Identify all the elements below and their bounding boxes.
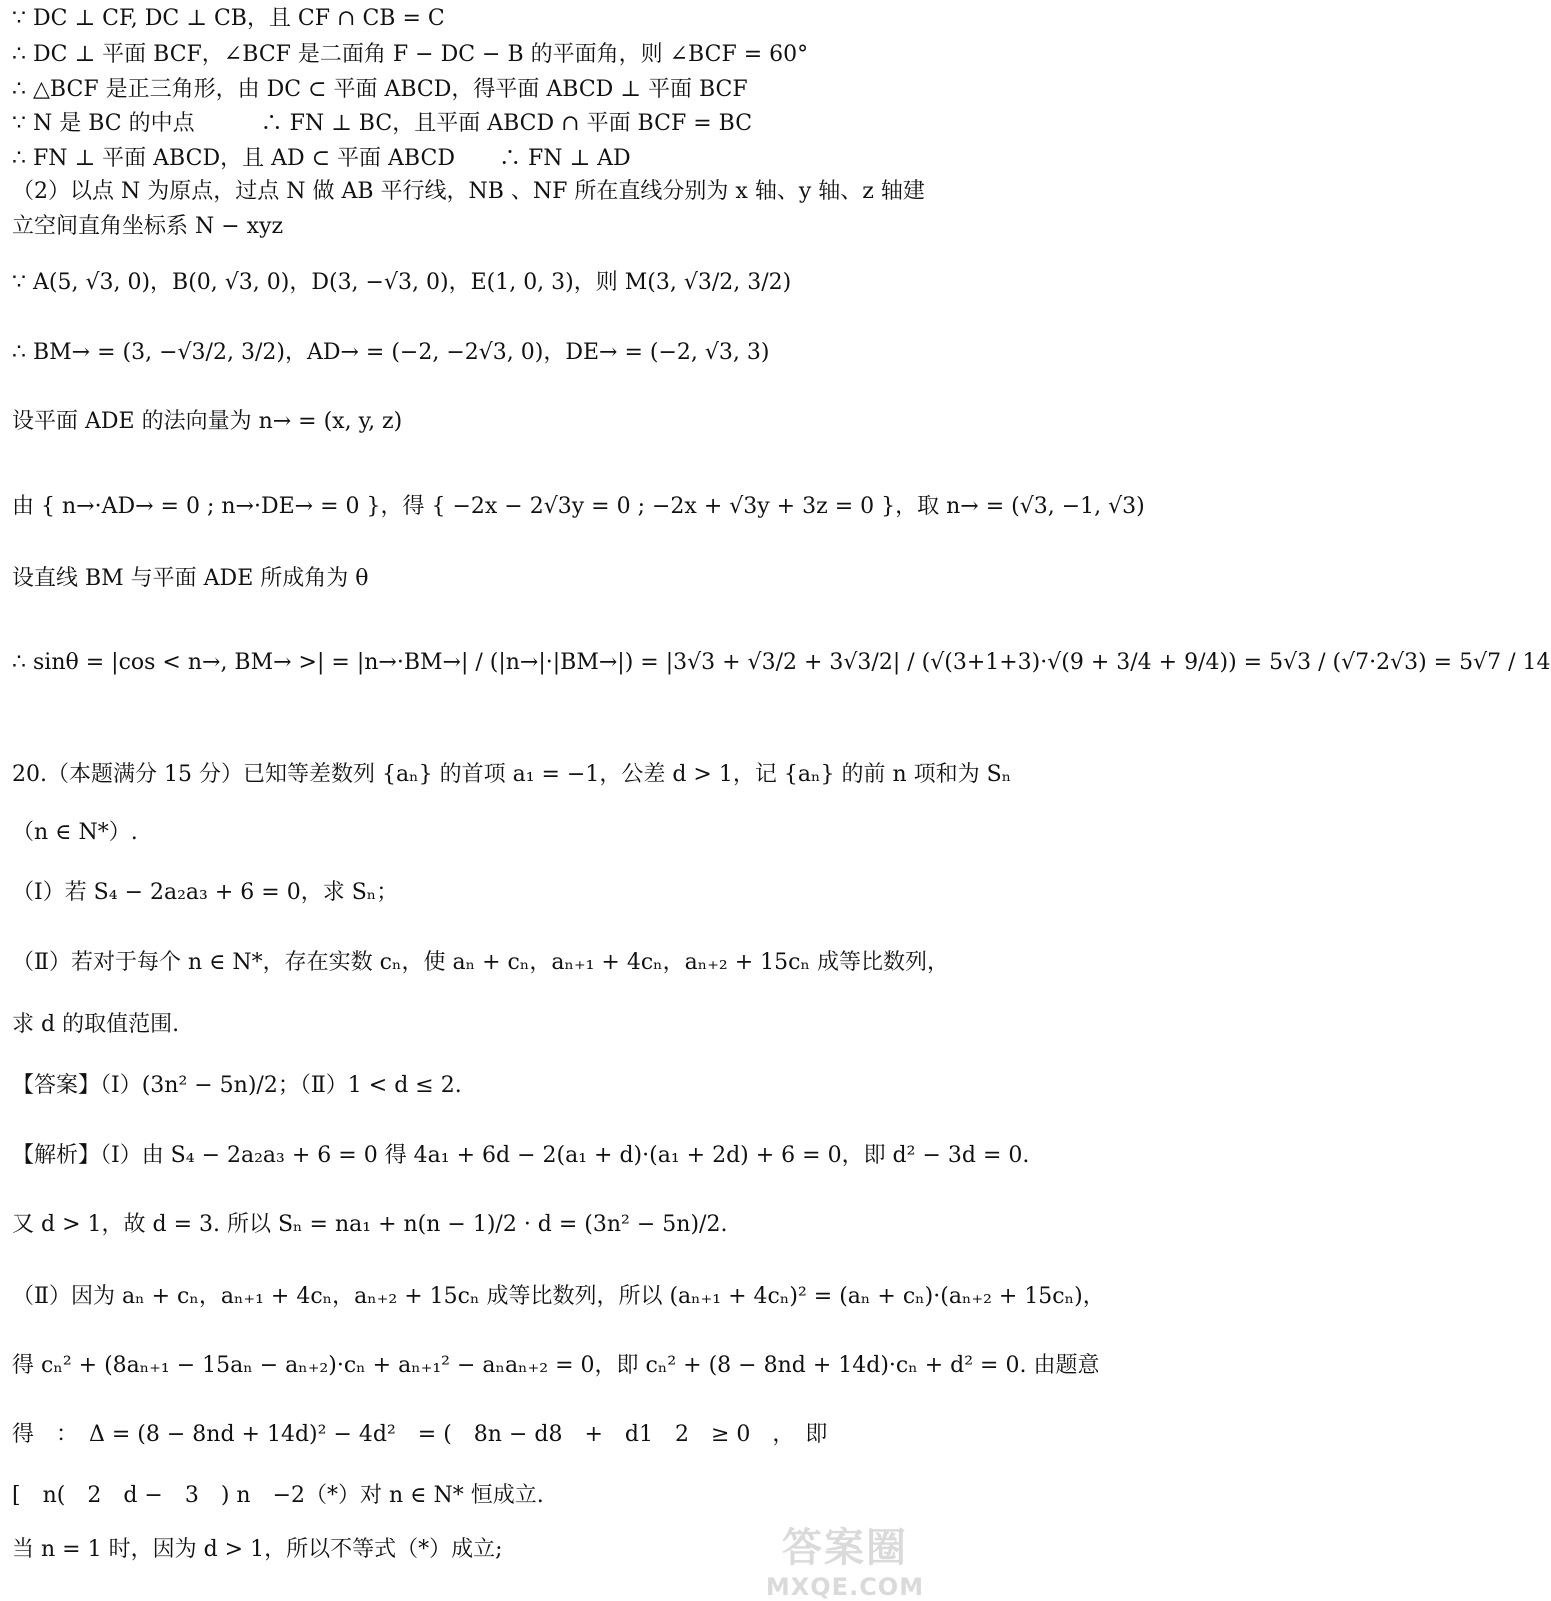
- text-line-15: （n ∈ N*）.: [12, 820, 138, 845]
- text-line-10: 设平面 ADE 的法向量为 n→ = (x, y, z): [12, 409, 403, 434]
- text-line-3: ∴ △BCF 是正三角形，由 DC ⊂ 平面 ABCD，得平面 ABCD ⊥ 平面 BCF: [12, 77, 748, 102]
- text-line-7: 立空间直角坐标系 N − xyz: [12, 214, 284, 239]
- text-line-9: ∴ BM→ = (3, −√3/2, 3/2)，AD→ = (−2, −2√3, 0)，DE→ = (−2, √3, 3): [12, 340, 770, 365]
- solution-line-1: 【解析】（Ⅰ）由 S₄ − 2a₂a₃ + 6 = 0 得 4a₁ + 6d − 2(a₁ + d)·(a₁ + 2d) + 6 = 0，即 d² − 3d = 0.: [12, 1143, 1030, 1168]
- text-line-14: 20.（本题满分 15 分）已知等差数列 {aₙ} 的首项 a₁ = −1，公差 d > 1，记 {aₙ} 的前 n 项和为 Sₙ: [12, 762, 1012, 787]
- text-line-12: 设直线 BM 与平面 ADE 所成角为 θ: [12, 566, 369, 591]
- answer-line: 【答案】（Ⅰ）(3n² − 5n)/2；（Ⅱ）1 < d ≤ 2.: [12, 1073, 462, 1098]
- text-line-18: 求 d 的取值范围.: [12, 1012, 180, 1037]
- text-line-6: （2）以点 N 为原点，过点 N 做 AB 平行线，NB 、NF 所在直线分别为 x 轴、y 轴、z 轴建: [12, 179, 925, 204]
- solution-line-2: 又 d > 1，故 d = 3. 所以 Sₙ = na₁ + n(n − 1)/2 · d = (3n² − 5n)/2.: [12, 1212, 728, 1237]
- text-line-17: （Ⅱ）若对于每个 n ∈ N*，存在实数 cₙ，使 aₙ + cₙ，aₙ₊₁ + 4cₙ，aₙ₊₂ + 15cₙ 成等比数列，: [12, 950, 949, 975]
- text-line-2: ∴ DC ⊥ 平面 BCF，∠BCF 是二面角 F − DC − B 的平面角，则 ∠BCF = 60°: [12, 42, 809, 67]
- text-line-13: ∴ sinθ = |cos < n→, BM→ >| = |n→·BM→| / (|n→|·|BM→|) = |3√3 + √3/2 + 3√3/2| / (√(3+1+3)·√(9 + 3/4 + 9/4)) = 5√3 / (√7·2√3) = 5√7 / 14: [12, 650, 1551, 675]
- solution-line-7: 当 n = 1 时，因为 d > 1，所以不等式（*）成立;: [12, 1537, 503, 1562]
- watermark-logo: 答案圈: [782, 1525, 908, 1571]
- text-line-8: ∵ A(5, √3, 0)，B(0, √3, 0)，D(3, −√3, 0)，E(1, 0, 3)，则 M(3, √3/2, 3/2): [12, 270, 792, 295]
- text-line-4: ∵ N 是 BC 的中点 ∴ FN ⊥ BC，且平面 ABCD ∩ 平面 BCF = BC: [12, 111, 753, 136]
- text-line-11: 由 { n→·AD→ = 0 ; n→·DE→ = 0 }，得 { −2x − 2√3y = 0 ; −2x + √3y + 3z = 0 }，取 n→ = (√3, −1, √3): [12, 494, 1145, 519]
- watermark-url: MXQE.COM: [765, 1573, 925, 1601]
- site-watermark: [740, 1516, 950, 1601]
- solution-line-4: 得 cₙ² + (8aₙ₊₁ − 15aₙ − aₙ₊₂)·cₙ + aₙ₊₁² − aₙaₙ₊₂ = 0，即 cₙ² + (8 − 8nd + 14d)·cₙ + d² = 0. 由题意: [12, 1353, 1100, 1378]
- solution-line-3: （Ⅱ）因为 aₙ + cₙ，aₙ₊₁ + 4cₙ，aₙ₊₂ + 15cₙ 成等比数列，所以 (aₙ₊₁ + 4cₙ)² = (aₙ + cₙ)·(aₙ₊₂ + 15cₙ)，: [12, 1284, 1105, 1309]
- solution-line-5: 得 ： Δ = (8 − 8nd + 14d)² − 4d² = ( 8n − d8 + d1 2 ≥ 0 ， 即: [12, 1422, 828, 1447]
- text-line-16: （Ⅰ）若 S₄ − 2a₂a₃ + 6 = 0，求 Sₙ；: [12, 880, 399, 905]
- text-line-5: ∴ FN ⊥ 平面 ABCD，且 AD ⊂ 平面 ABCD ∴ FN ⊥ AD: [12, 146, 631, 171]
- solution-line-6: [ n( 2 d − 3 ) n −2（*）对 n ∈ N* 恒成立.: [12, 1483, 544, 1508]
- text-line-1: ∵ DC ⊥ CF, DC ⊥ CB，且 CF ∩ CB = C: [12, 6, 445, 31]
